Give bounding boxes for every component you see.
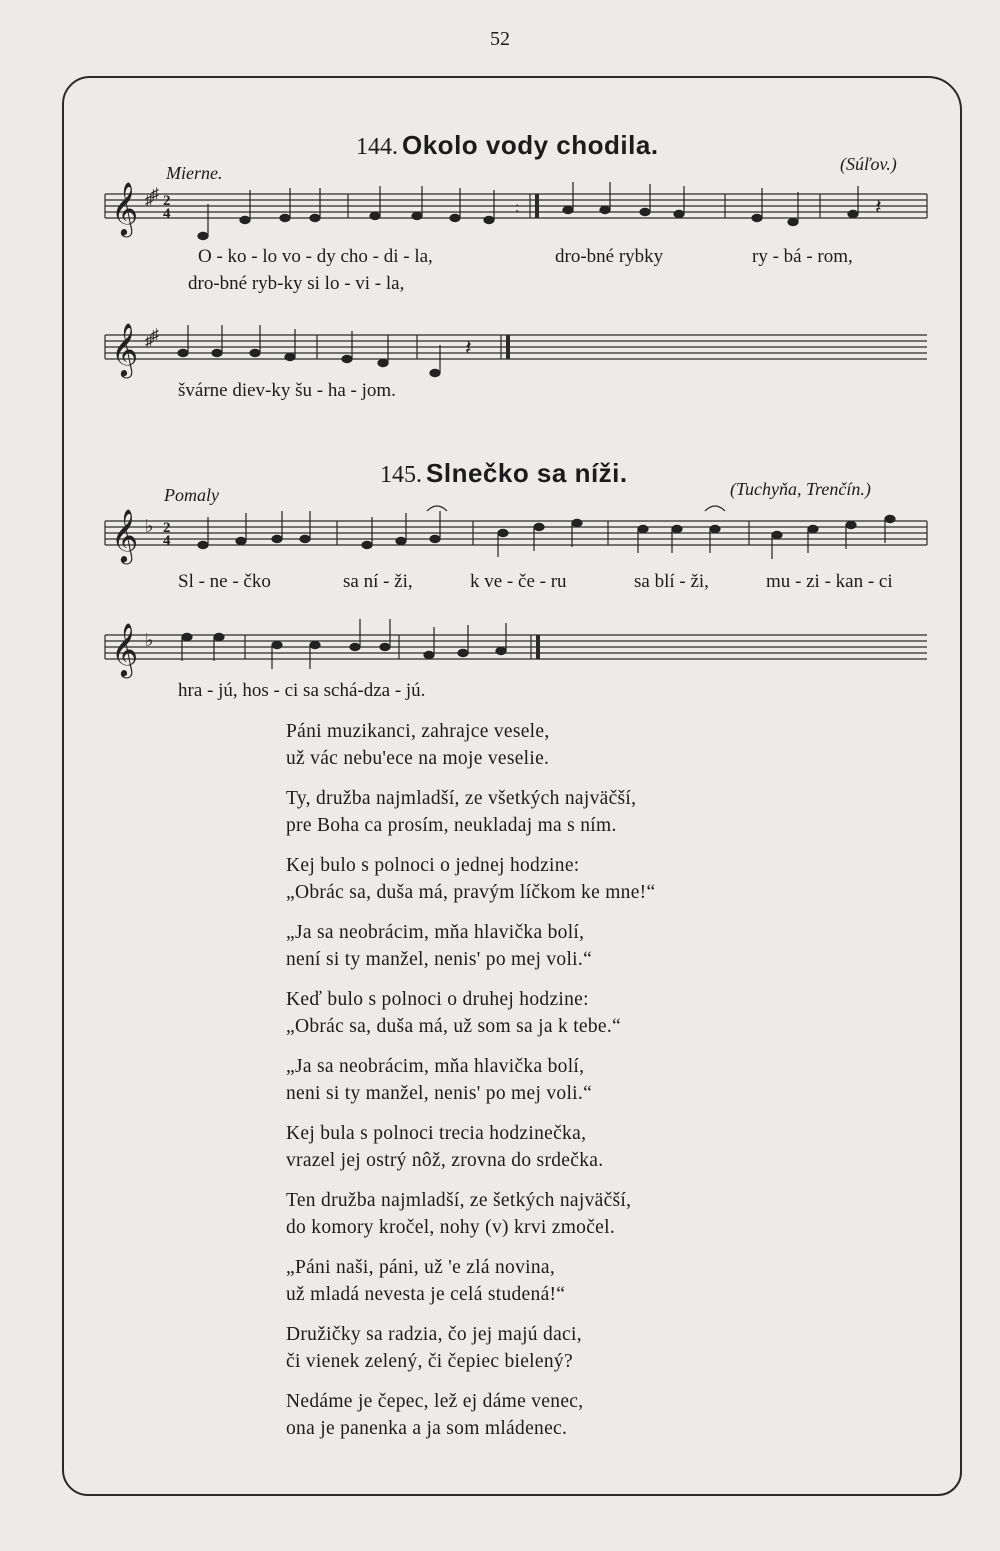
svg-text::: : xyxy=(515,199,520,216)
verse-stanza xyxy=(286,1120,655,1174)
verse-stanza xyxy=(286,1187,655,1241)
verse-stanza xyxy=(286,986,655,1040)
svg-text:𝄞: 𝄞 xyxy=(111,181,139,235)
verse-stanza xyxy=(286,718,655,772)
song-145-tempo: Pomaly xyxy=(164,485,219,505)
verse-line: „Obrác sa, duša má, pravým líčkom ke mne!“ xyxy=(286,882,656,903)
song-145-staff-2 xyxy=(105,615,935,685)
svg-text:𝄞: 𝄞 xyxy=(111,508,139,562)
svg-text:𝄞: 𝄞 xyxy=(111,322,139,376)
song-145-lyric-1a: Sl - ne - čko xyxy=(178,571,271,592)
verse-line: Nedáme je čepec, lež ej dáme venec, xyxy=(286,1391,584,1412)
song-145-lyric-1d: sa blí - ži, xyxy=(634,571,709,592)
svg-text:2: 2 xyxy=(163,520,171,536)
svg-text:𝄽: 𝄽 xyxy=(465,335,472,360)
svg-text:4: 4 xyxy=(163,206,171,222)
verse-line: ona je panenka a ja som mládenec. xyxy=(286,1418,568,1439)
verse-line: „Obrác sa, duša má, už som sa ja k tebe.“ xyxy=(286,1016,622,1037)
svg-text:♭: ♭ xyxy=(145,516,154,536)
song-144-lyric-3: švárne diev-ky šu - ha - jom. xyxy=(178,380,396,401)
song-144-title: Okolo vody chodila. xyxy=(402,130,659,160)
song-144-lyric-1a: O - ko - lo vo - dy cho - di - la, xyxy=(198,246,433,267)
song-144-lyric-2: dro-bné ryb-ky si lo - vi - la, xyxy=(188,273,405,294)
svg-text:♭: ♭ xyxy=(145,630,154,650)
song-144-staff-1 xyxy=(105,180,935,250)
verse-stanza xyxy=(286,852,655,906)
verse-line: Keď bulo s polnoci o druhej hodzine: xyxy=(286,989,589,1010)
svg-text:♯: ♯ xyxy=(151,327,159,344)
song-145-verses xyxy=(286,718,655,1455)
verse-line: do komory kročel, nohy (v) krvi zmočel. xyxy=(286,1217,616,1238)
song-145-lyric-2: hra - jú, hos - ci sa schá-dza - jú. xyxy=(178,680,426,701)
song-145-title: Slnečko sa níži. xyxy=(426,458,628,488)
song-145-origin: (Tuchyňa, Trenčín.) xyxy=(730,479,871,499)
verse-line: už mladá nevesta je celá studená!“ xyxy=(286,1284,566,1305)
song-144-tempo: Mierne. xyxy=(166,163,223,183)
verse-line: „Páni naši, páni, už 'e zlá novina, xyxy=(286,1257,556,1278)
verse-line: či vienek zelený, či čepiec bielený? xyxy=(286,1351,573,1372)
svg-text:𝄞: 𝄞 xyxy=(111,622,139,676)
verse-line: „Ja sa neobrácim, mňa hlavička bolí, xyxy=(286,1056,585,1077)
verse-line: Ty, družba najmladší, ze všetkých najväčší, xyxy=(286,788,637,809)
verse-line: vrazel jej ostrý nôž, zrovna do srdečka. xyxy=(286,1150,604,1171)
song-145-lyric-1c: k ve - če - ru xyxy=(470,571,567,592)
svg-text:𝄽: 𝄽 xyxy=(875,194,882,219)
song-145-staff-1 xyxy=(105,505,935,575)
verse-stanza xyxy=(286,785,655,839)
verse-stanza xyxy=(286,1053,655,1107)
svg-text:♯: ♯ xyxy=(145,333,153,350)
svg-text:♯: ♯ xyxy=(145,192,153,209)
verse-line: Kej bula s polnoci trecia hodzinečka, xyxy=(286,1123,587,1144)
song-145-lyric-1b: sa ní - ži, xyxy=(343,571,413,592)
song-144-origin: (Súľov.) xyxy=(840,154,897,174)
svg-text:♯: ♯ xyxy=(151,186,159,203)
verse-stanza xyxy=(286,1388,655,1442)
verse-line: už vác nebu'ece na moje veselie. xyxy=(286,748,550,769)
verse-line: pre Boha ca prosím, neukladaj ma s ním. xyxy=(286,815,617,836)
verse-stanza xyxy=(286,1254,655,1308)
verse-line: neni si ty manžel, nenis' po mej voli.“ xyxy=(286,1083,593,1104)
song-144-heading xyxy=(356,130,659,161)
svg-text:4: 4 xyxy=(163,533,171,549)
song-145-lyric-1e: mu - zi - kan - ci xyxy=(766,571,893,592)
verse-stanza xyxy=(286,919,655,973)
song-144-lyric-1b: dro-bné rybky xyxy=(555,246,664,267)
svg-text:2: 2 xyxy=(163,193,171,209)
verse-line: Páni muzikanci, zahrajce vesele, xyxy=(286,721,550,742)
verse-line: není si ty manžel, nenis' po mej voli.“ xyxy=(286,949,593,970)
song-144-staff-2 xyxy=(105,315,935,385)
verse-line: „Ja sa neobrácim, mňa hlavička bolí, xyxy=(286,922,585,943)
verse-line: Družičky sa radzia, čo jej majú daci, xyxy=(286,1324,582,1345)
verse-line: Kej bulo s polnoci o jednej hodzine: xyxy=(286,855,580,876)
song-144-number: 144. xyxy=(356,134,398,160)
song-144-lyric-1c: ry - bá - rom, xyxy=(752,246,853,267)
page-number: 52 xyxy=(490,28,510,50)
song-145-heading xyxy=(380,458,628,489)
verse-stanza xyxy=(286,1321,655,1375)
song-145-number: 145. xyxy=(380,462,422,488)
verse-line: Ten družba najmladší, ze šetkých najväčší, xyxy=(286,1190,632,1211)
